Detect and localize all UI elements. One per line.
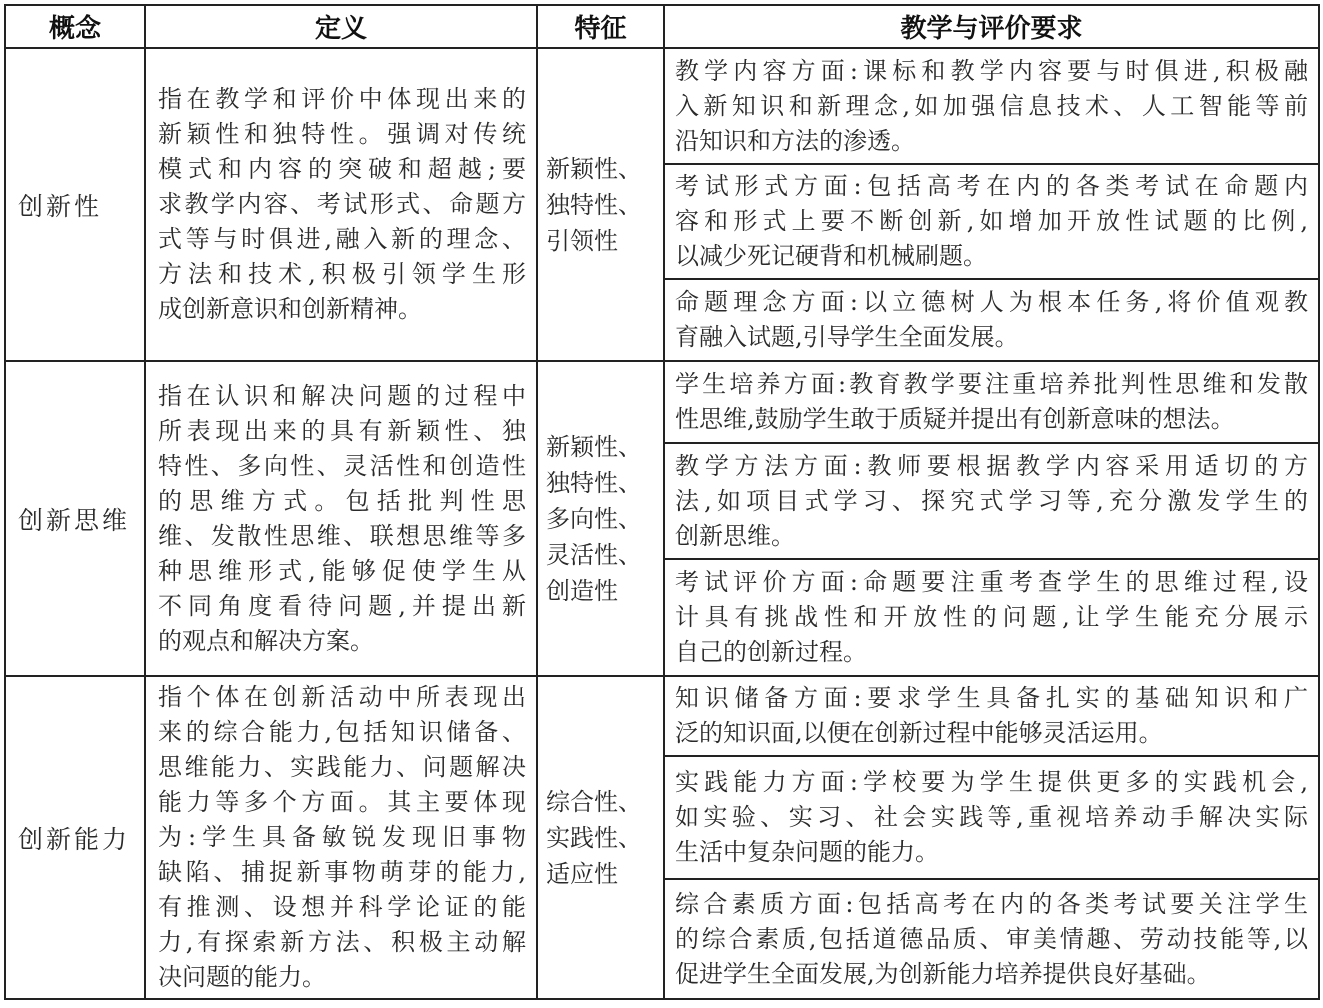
text-line: 维、发散性思维、联想思维等多	[158, 521, 526, 550]
text-line: 泛的知识面,以便在创新过程中能够灵活运用。	[675, 719, 1163, 747]
text-line: 为:学生具备敏锐发现旧事物	[158, 823, 526, 851]
text-line: 缺陷、捕捉新事物萌芽的能力,	[158, 858, 526, 886]
requirement-cell	[664, 164, 1319, 279]
text-line: 综合性、	[546, 787, 642, 816]
text-line: 命题理念方面:以立德树人为根本任务,将价值观教	[675, 288, 1308, 316]
definition-cell	[145, 676, 537, 999]
text-line: 性思维,鼓励学生敢于质疑并提出有创新意味的想法。	[675, 405, 1235, 433]
text-line: 种思维形式,能够促使学生从	[158, 556, 526, 585]
text-line: 指个体在创新活动中所表现出	[158, 683, 526, 711]
text-line: 特性、多向性、灵活性和创造性	[158, 451, 526, 480]
requirement-cell	[664, 879, 1319, 999]
text-line: 入新知识和新理念,如加强信息技术、人工智能等前	[675, 91, 1308, 120]
text-line: 以减少死记硬背和机械刷题。	[675, 242, 987, 270]
text-line: 的思维方式。包括批判性思	[158, 486, 526, 515]
text-line: 独特性、	[546, 190, 642, 219]
text-line: 的观点和解决方案。	[158, 626, 374, 655]
header-requirements: 教学与评价要求	[664, 5, 1319, 48]
text-line: 模式和内容的突破和超越;要	[158, 155, 526, 183]
text-line: 能力等多个方面。其主要体现	[158, 788, 526, 816]
text-line: 指在认识和解决问题的过程中	[158, 381, 526, 410]
concept-cell: 创新能力	[5, 676, 145, 999]
text-line: 考试评价方面:命题要注重考查学生的思维过程,设	[675, 568, 1308, 596]
text-line: 独特性、	[546, 468, 642, 497]
table-row	[5, 676, 1319, 756]
features-cell	[537, 48, 664, 361]
concept-table	[4, 4, 1320, 1000]
text-line: 计具有挑战性和开放性的问题,让学生能充分展示	[675, 603, 1308, 631]
text-line: 新颖性、	[546, 432, 642, 461]
header-definition: 定义	[145, 5, 537, 48]
concept-cell: 创新思维	[5, 361, 145, 676]
table-row	[5, 361, 1319, 443]
text-line: 知识储备方面:要求学生具备扎实的基础知识和广	[675, 684, 1308, 712]
text-line: 育融入试题,引导学生全面发展。	[675, 323, 1019, 351]
text-line: 创造性	[546, 576, 618, 605]
text-line: 不同角度看待问题,并提出新	[158, 591, 526, 620]
text-line: 教学方法方面:教师要根据教学内容采用适切的方	[675, 451, 1308, 480]
text-line: 来的综合能力,包括知识储备、	[158, 718, 526, 746]
text-line: 新颖性、	[546, 154, 642, 183]
text-line: 容和形式上要不断创新,如增加开放性试题的比例,	[675, 207, 1308, 235]
text-line: 思维能力、实践能力、问题解决	[158, 753, 526, 781]
text-line: 自己的创新过程。	[675, 638, 867, 666]
text-line: 有推测、设想并科学论证的能	[158, 893, 526, 921]
requirement-cell	[664, 756, 1319, 879]
table-row	[5, 48, 1319, 164]
text-line: 实践能力方面:学校要为学生提供更多的实践机会,	[675, 768, 1308, 796]
text-line: 考试形式方面:包括高考在内的各类考试在命题内	[675, 172, 1308, 200]
text-line: 学生培养方面:教育教学要注重培养批判性思维和发散	[675, 370, 1308, 398]
text-line: 方法和技术,积极引领学生形	[158, 260, 526, 288]
requirement-cell	[664, 443, 1319, 559]
text-line: 新颖性和独特性。强调对传统	[158, 120, 526, 148]
text-line: 成创新意识和创新精神。	[158, 295, 422, 323]
header-concept: 概念	[5, 5, 145, 48]
text-line: 的综合素质,包括道德品质、审美情趣、劳动技能等,以	[675, 924, 1308, 953]
text-line: 适应性	[546, 859, 618, 888]
header-features: 特征	[537, 5, 664, 48]
definition-cell	[145, 361, 537, 676]
requirement-cell	[664, 279, 1319, 361]
concept-cell: 创新性	[5, 48, 145, 361]
text-line: 所表现出来的具有新颖性、独	[158, 416, 526, 445]
requirement-cell	[664, 559, 1319, 676]
features-cell	[537, 361, 664, 676]
requirement-cell	[664, 361, 1319, 443]
text-line: 如实验、实习、社会实践等,重视培养动手解决实际	[675, 803, 1308, 831]
text-line: 促进学生全面发展,为创新能力培养提供良好基础。	[675, 959, 1211, 988]
text-line: 指在教学和评价中体现出来的	[158, 85, 526, 113]
text-line: 实践性、	[546, 823, 642, 852]
text-line: 式等与时俱进,融入新的理念、	[158, 225, 526, 253]
text-line: 引领性	[546, 226, 618, 255]
text-line: 灵活性、	[546, 540, 642, 569]
text-line: 生活中复杂问题的能力。	[675, 838, 939, 866]
text-line: 力,有探索新方法、积极主动解	[158, 928, 526, 956]
text-line: 创新思维。	[675, 521, 795, 550]
text-line: 综合素质方面:包括高考在内的各类考试要关注学生	[675, 889, 1308, 918]
text-line: 法,如项目式学习、探究式学习等,充分激发学生的	[675, 486, 1308, 515]
requirement-cell	[664, 48, 1319, 164]
text-line: 沿知识和方法的渗透。	[675, 126, 915, 155]
text-line: 决问题的能力。	[158, 963, 326, 991]
text-line: 求教学内容、考试形式、命题方	[158, 190, 526, 218]
header-row	[5, 5, 1319, 48]
text-line: 多向性、	[546, 504, 642, 533]
features-cell	[537, 676, 664, 999]
requirement-cell	[664, 676, 1319, 756]
text-line: 教学内容方面:课标和教学内容要与时俱进,积极融	[675, 56, 1308, 85]
definition-cell	[145, 48, 537, 361]
